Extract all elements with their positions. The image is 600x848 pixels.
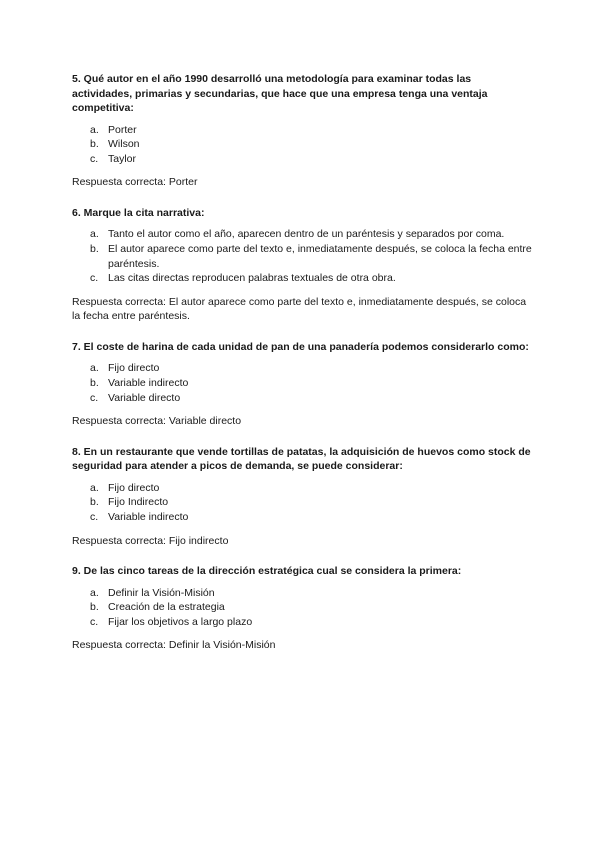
correct-answer: Respuesta correcta: El autor aparece como parte del texto e, inmediatamente después, se coloca la fecha entre paréntesis.: [72, 295, 527, 323]
option-item: [72, 510, 534, 525]
option-letter: b.: [90, 242, 99, 255]
option-item: [72, 600, 534, 615]
option-letter: c.: [90, 511, 99, 523]
question-6: [72, 206, 534, 324]
option-text: Definir la Visión-Misión: [108, 586, 215, 599]
option-text: Creación de la estrategia: [108, 601, 225, 614]
option-item: [72, 361, 534, 376]
option-text: Fijo Indirecto: [108, 496, 169, 509]
option-text: Fijar los objetivos a largo plazo: [108, 615, 253, 628]
document-page: [72, 72, 534, 669]
question-7: [72, 340, 534, 429]
option-text: Taylor: [108, 152, 137, 165]
question-text: 9. De las cinco tareas de la dirección estratégica cual se considera la primera:: [72, 565, 462, 578]
option-text: Tanto el autor como el año, aparecen dentro de un paréntesis y separados por coma.: [108, 228, 505, 241]
option-text: Variable indirecto: [108, 377, 189, 390]
option-list: [72, 361, 534, 405]
option-text: Porter: [108, 123, 137, 136]
option-item: [72, 137, 534, 152]
option-letter: a.: [90, 228, 99, 241]
option-item: [72, 152, 534, 167]
question-text: 6. Marque la cita narrativa:: [72, 206, 205, 219]
correct-answer: Respuesta correcta: Definir la Visión-Misión: [72, 639, 276, 652]
option-item: [72, 242, 534, 271]
option-letter: a.: [90, 123, 99, 136]
option-letter: a.: [90, 362, 99, 375]
option-letter: a.: [90, 481, 99, 494]
option-letter: c.: [90, 615, 99, 628]
option-letter: a.: [90, 586, 99, 599]
option-item: [72, 495, 534, 510]
option-item: [72, 376, 534, 391]
option-text: El autor aparece como parte del texto e, inmediatamente después, se coloca la fecha entre paréntesis.: [108, 242, 532, 270]
option-text: Variable directo: [108, 391, 181, 404]
option-text: Fijo directo: [108, 481, 160, 494]
question-5: [72, 72, 534, 190]
option-item: [72, 586, 534, 601]
option-text: Fijo directo: [108, 362, 160, 375]
question-8: [72, 445, 534, 548]
option-letter: b.: [90, 377, 99, 390]
option-letter: c.: [90, 391, 99, 404]
option-text: Las citas directas reproducen palabras textuales de otra obra.: [108, 272, 396, 285]
option-letter: c.: [90, 152, 99, 165]
correct-answer: Respuesta correcta: Variable directo: [72, 415, 242, 428]
correct-answer: Respuesta correcta: Porter: [72, 176, 198, 189]
option-item: [72, 227, 534, 242]
option-list: [72, 481, 534, 525]
option-item: [72, 271, 534, 286]
option-text: Variable indirecto: [108, 511, 189, 523]
option-text: Wilson: [108, 138, 140, 151]
option-item: [72, 123, 534, 138]
option-list: [72, 123, 534, 167]
question-text: 7. El coste de harina de cada unidad de pan de una panadería podemos considerarlo como:: [72, 340, 529, 353]
question-text: 8. En un restaurante que vende tortillas de patatas, la adquisición de huevos como stock de seguridad para atender a picos de demanda, se puede considerar:: [72, 445, 531, 473]
option-item: [72, 481, 534, 496]
question-text: 5. Qué autor en el año 1990 desarrolló una metodología para examinar todas las actividades, primarias y secundarias, que hace que una empresa tenga una ventaja competitiva:: [72, 73, 488, 114]
option-letter: b.: [90, 496, 99, 509]
option-item: [72, 391, 534, 406]
option-letter: b.: [90, 138, 99, 151]
correct-answer: Respuesta correcta: Fijo indirecto: [72, 534, 229, 547]
option-list: [72, 586, 534, 630]
option-letter: b.: [90, 601, 99, 614]
option-list: [72, 227, 534, 285]
question-9: [72, 564, 534, 653]
option-item: [72, 615, 534, 630]
option-letter: c.: [90, 272, 99, 285]
